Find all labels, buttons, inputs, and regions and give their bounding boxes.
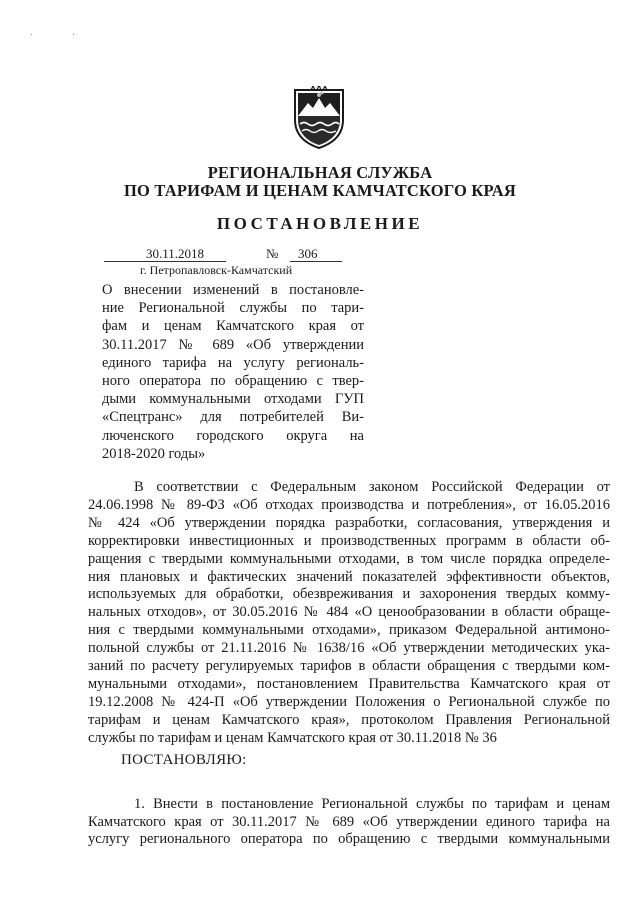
document-number: 306 — [298, 246, 318, 261]
subject-line: 30.11.2017 № 689 «Об утверждении — [102, 336, 364, 353]
subject-line: единого тарифа на услугу региональ- — [102, 354, 364, 371]
preamble-line: польной службы от 21.11.2016 № 1638/16 «Об утверждении методических ука- — [88, 640, 610, 657]
preamble-line: ращения с твердыми коммунальными отходами, в том числе порядка определе- — [88, 550, 610, 567]
preamble-line: ния с твердыми коммунальными отходами», приказом Федеральной антимоно- — [88, 622, 610, 639]
organization-name-line2: ПО ТАРИФАМ И ЦЕНАМ КАМЧАТСКОГО КРАЯ — [124, 181, 516, 200]
item-line: Камчатского края от 30.11.2017 № 689 «Об утверждении единого тарифа на — [88, 813, 610, 830]
preamble-line: 24.06.1998 № 89-ФЗ «Об отходах производства и потребления», от 16.05.2016 — [88, 496, 610, 513]
preamble-line: ния плановых и фактических значений показателей эффективности объектов, — [88, 568, 610, 585]
subject-line: люченского городского округа на — [102, 427, 364, 444]
item-line: 1. Внести в постановление Региональной службы по тарифам и ценам — [134, 796, 610, 812]
number-underline — [290, 261, 342, 262]
preamble-line: тарифам и ценам Камчатского края», протоколом Правления Региональной — [88, 711, 610, 728]
preamble-line: используемых для обработки, обезвреживания и захоронения твердых комму- — [88, 586, 610, 603]
kamchatka-coat-of-arms-icon — [291, 86, 347, 150]
subject-line: 2018-2020 годы» — [102, 445, 206, 462]
preamble-line: службы по тарифам и ценам Камчатского края от 30.11.2018 № 36 — [88, 729, 497, 746]
preamble-paragraph — [88, 479, 610, 748]
date-underline — [104, 261, 226, 262]
subject-line: О внесении изменений в постановле- — [102, 282, 364, 298]
subject-line: дыми коммунальными отходами ГУП — [102, 391, 364, 408]
preamble-line: заний по расчету регулируемых тарифов в области обращения с твердыми ком- — [88, 658, 610, 675]
document-type-title: ПОСТАНОВЛЕНИЕ — [216, 214, 424, 233]
subject-line: фам и ценам Камчатского края от — [102, 318, 364, 335]
decree-item-1 — [88, 796, 610, 849]
preamble-line: № 424 «Об утверждении порядка разработки, согласования, утверждения и — [88, 514, 610, 531]
scan-specks: · · — [30, 30, 94, 41]
subject-line: «Спецтранс» для потребителей Ви- — [102, 409, 364, 426]
preamble-line: мунальными отходами», постановлением Правительства Камчатского края от — [88, 675, 610, 692]
subject-line: ного оператора по обращению с твер- — [102, 373, 364, 390]
date-number-line — [104, 246, 342, 264]
preamble-line: 19.12.2008 № 424-П «Об утверждении Положения о Региональной службе по — [88, 693, 610, 710]
preamble-line: нальных отходов», от 30.05.2016 № 484 «О ценообразовании в области обраще- — [88, 604, 610, 621]
item-line: услугу регионального оператора по обращению с твердыми коммунальными — [88, 831, 610, 847]
subject-line: ние Региональной службы по тари- — [102, 300, 364, 317]
number-label: № — [266, 246, 279, 261]
document-subject — [102, 281, 364, 463]
decree-heading: ПОСТАНОВЛЯЮ: — [121, 752, 247, 768]
preamble-line: В соответствии с Федеральным законом Российской Федерации от — [134, 479, 610, 495]
issue-city: г. Петропавловск-Камчатский — [140, 263, 293, 277]
document-date: 30.11.2018 — [146, 246, 205, 261]
preamble-line: корректировки инвестиционных и производственных программ в области об- — [88, 532, 610, 549]
organization-name-line1: РЕГИОНАЛЬНАЯ СЛУЖБА — [207, 163, 433, 182]
